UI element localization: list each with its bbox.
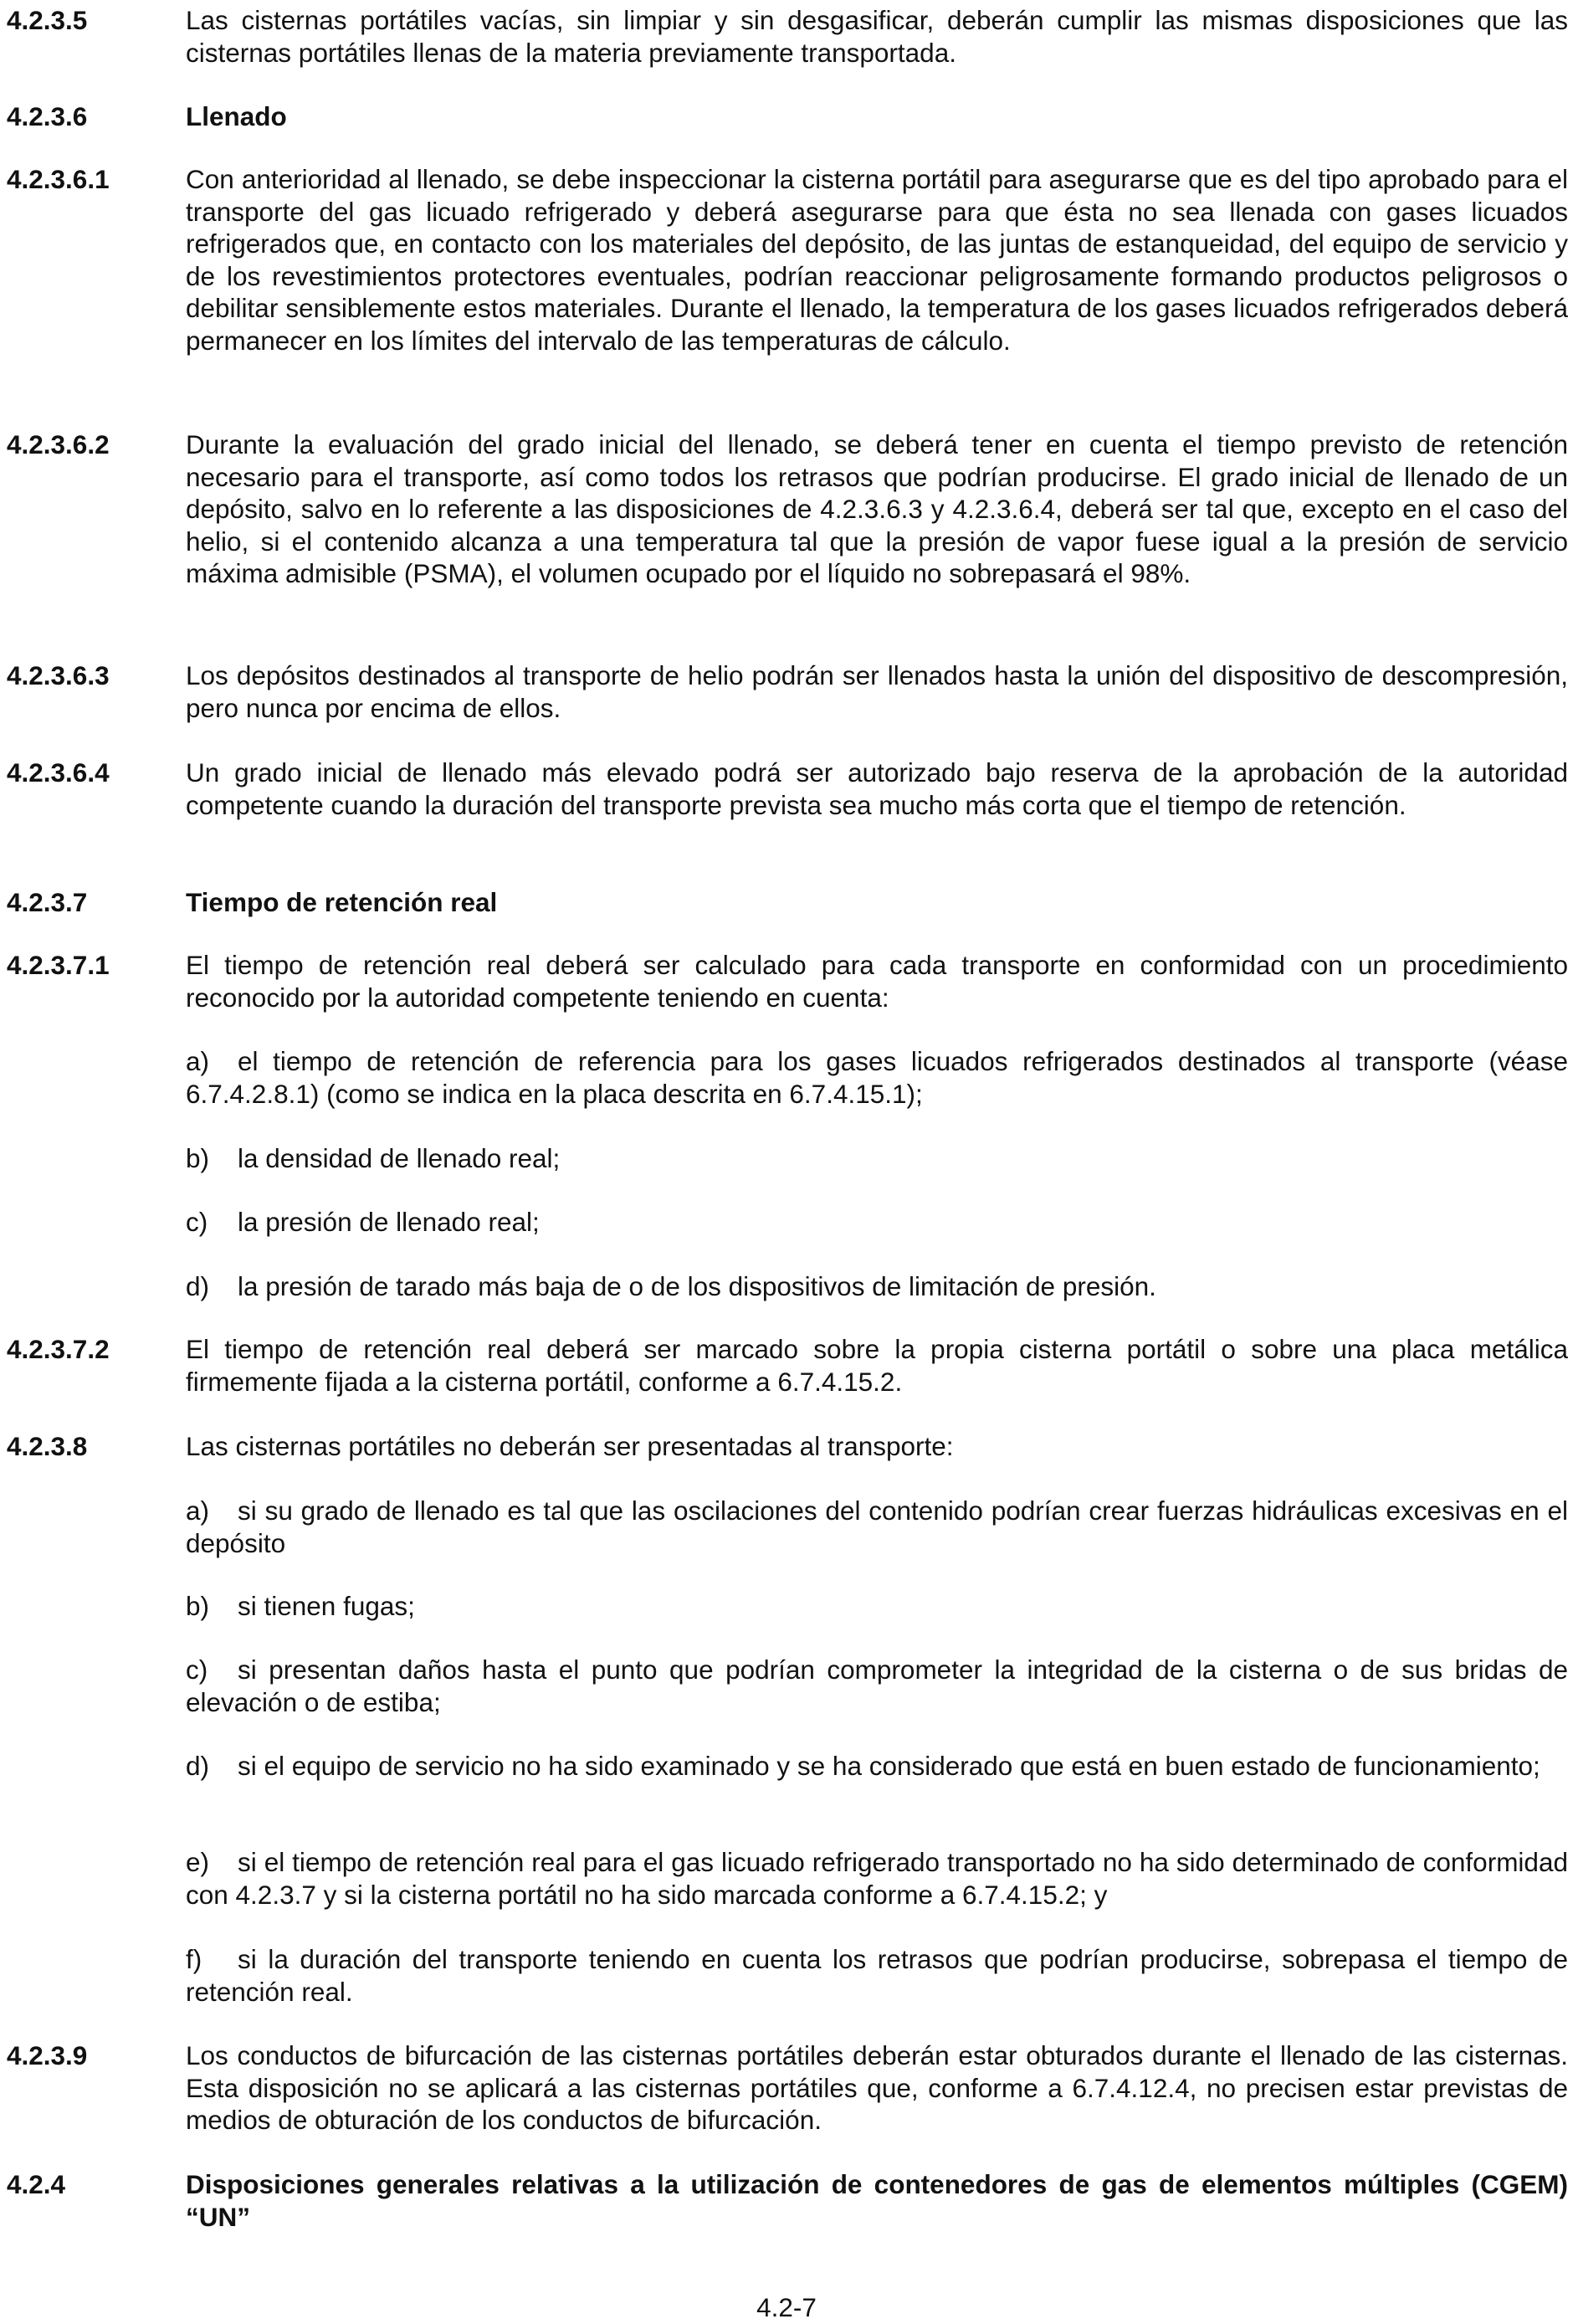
- list-item-text: si el equipo de servicio no ha sido examinado y se ha considerado que está en buen estado de funcionamiento;: [238, 1751, 1540, 1781]
- list-item-label: f): [186, 1944, 202, 1974]
- section-number: 4.2.3.7.2: [7, 1334, 110, 1364]
- list-item-text: el tiempo de retención de referencia para los gases licuados refrigerados destinados al transporte (véase 6.7.4.2.8.1) (como se indica en la placa descrita en 6.7.4.15.1);: [186, 1046, 1568, 1109]
- section-heading: Tiempo de retención real: [186, 887, 498, 917]
- list-item-label: b): [186, 1143, 210, 1173]
- section-text: Las cisternas portátiles no deberán ser presentadas al transporte:: [186, 1431, 954, 1461]
- list-item-label: d): [186, 1751, 210, 1781]
- list-item-text: si la duración del transporte teniendo en cuenta los retrasos que podrían producirse, sobrepasa el tiempo de retención real.: [186, 1944, 1568, 2007]
- section-text: Los depósitos destinados al transporte de helio podrán ser llenados hasta la unión del dispositivo de descompresión, pero nunca por encima de ellos.: [186, 660, 1568, 723]
- section-number: 4.2.3.5: [7, 5, 88, 35]
- section-number: 4.2.3.6.2: [7, 429, 110, 459]
- section-text: El tiempo de retención real deberá ser calculado para cada transporte en conformidad con un procedimiento reconocido por la autoridad competente teniendo en cuenta:: [186, 950, 1568, 1013]
- section-heading: Llenado: [186, 101, 287, 131]
- section-number: 4.2.3.6: [7, 101, 88, 131]
- section-number: 4.2.3.9: [7, 2040, 88, 2070]
- page-number: 4.2-7: [756, 2292, 817, 2322]
- list-item-label: e): [186, 1847, 210, 1877]
- section-text: Durante la evaluación del grado inicial del llenado, se deberá tener en cuenta el tiempo previsto de retención necesario para el transporte, así como todos los retrasos que podrían producirse. El grado inicial de llenado de un depósito, salvo en lo referente a las disposiciones de 4.2.3.6.3 y 4.2.3.6.4, deberá ser tal que, excepto en el caso del helio, si el contenido alcanza a una temperatura tal que la presión de vapor fuese igual a la presión de servicio máxima admisible (PSMA), el volumen ocupado por el líquido no sobrepasará el 98%.: [186, 429, 1568, 588]
- section-text: El tiempo de retención real deberá ser marcado sobre la propia cisterna portátil o sobre una placa metálica firmemente fijada a la cisterna portátil, conforme a 6.7.4.15.2.: [186, 1334, 1568, 1397]
- list-item-text: si tienen fugas;: [238, 1591, 415, 1621]
- list-item-label: c): [186, 1655, 208, 1685]
- section-number: 4.2.3.7.1: [7, 950, 110, 980]
- list-item-text: si el tiempo de retención real para el gas licuado refrigerado transportado no ha sido determinado de conformidad con 4.2.3.7 y si la cisterna portátil no ha sido marcada conforme a 6.7.4.15.2; y: [186, 1847, 1568, 1910]
- section-text: Los conductos de bifurcación de las cisternas portátiles deberán estar obturados durante el llenado de las cisternas. Esta disposición no se aplicará a las cisternas portátiles que, conforme a 6.7.4.12.4, no precisen estar previstas de medios de obturación de los conductos de bifurcación.: [186, 2040, 1568, 2135]
- section-number: 4.2.3.7: [7, 887, 88, 917]
- list-item-text: la presión de tarado más baja de o de los dispositivos de limitación de presión.: [238, 1271, 1156, 1301]
- list-item-text: la presión de llenado real;: [238, 1207, 540, 1237]
- list-item-label: c): [186, 1207, 208, 1237]
- section-number: 4.2.3.8: [7, 1431, 88, 1461]
- list-item-text: si su grado de llenado es tal que las oscilaciones del contenido podrían crear fuerzas hidráulicas excesivas en el depósito: [186, 1495, 1568, 1558]
- section-text: Las cisternas portátiles vacías, sin limpiar y sin desgasificar, deberán cumplir las mismas disposiciones que las cisternas portátiles llenas de la materia previamente transportada.: [186, 5, 1568, 68]
- section-number: 4.2.3.6.1: [7, 164, 110, 194]
- section-text: Con anterioridad al llenado, se debe inspeccionar la cisterna portátil para asegurarse que es del tipo aprobado para el transporte del gas licuado refrigerado y deberá asegurarse para que ésta no sea llenada con gases licuados refrigerados que, en contacto con los materiales del depósito, de las juntas de estanqueidad, del equipo de servicio y de los revestimientos protectores eventuales, podrían reaccionar peligrosamente formando productos peligrosos o debilitar sensiblemente estos materiales. Durante el llenado, la temperatura de los gases licuados refrigerados deberá permanecer en los límites del intervalo de las temperaturas de cálculo.: [186, 164, 1568, 356]
- section-number: 4.2.3.6.4: [7, 757, 110, 787]
- list-item-label: a): [186, 1046, 210, 1076]
- section-text: Un grado inicial de llenado más elevado podrá ser autorizado bajo reserva de la aprobación de la autoridad competente cuando la duración del transporte prevista sea mucho más corta que el tiempo de retención.: [186, 757, 1568, 820]
- list-item-label: b): [186, 1591, 210, 1621]
- list-item-text: si presentan daños hasta el punto que podrían comprometer la integridad de la cisterna o de sus bridas de elevación o de estiba;: [186, 1655, 1568, 1717]
- section-number: 4.2.3.6.3: [7, 660, 110, 690]
- list-item-text: la densidad de llenado real;: [238, 1143, 561, 1173]
- section-heading: Disposiciones generales relativas a la utilización de contenedores de gas de elementos múltiples (CGEM) “UN”: [186, 2169, 1568, 2232]
- list-item-label: d): [186, 1271, 210, 1301]
- section-number: 4.2.4: [7, 2169, 66, 2199]
- list-item-label: a): [186, 1495, 210, 1526]
